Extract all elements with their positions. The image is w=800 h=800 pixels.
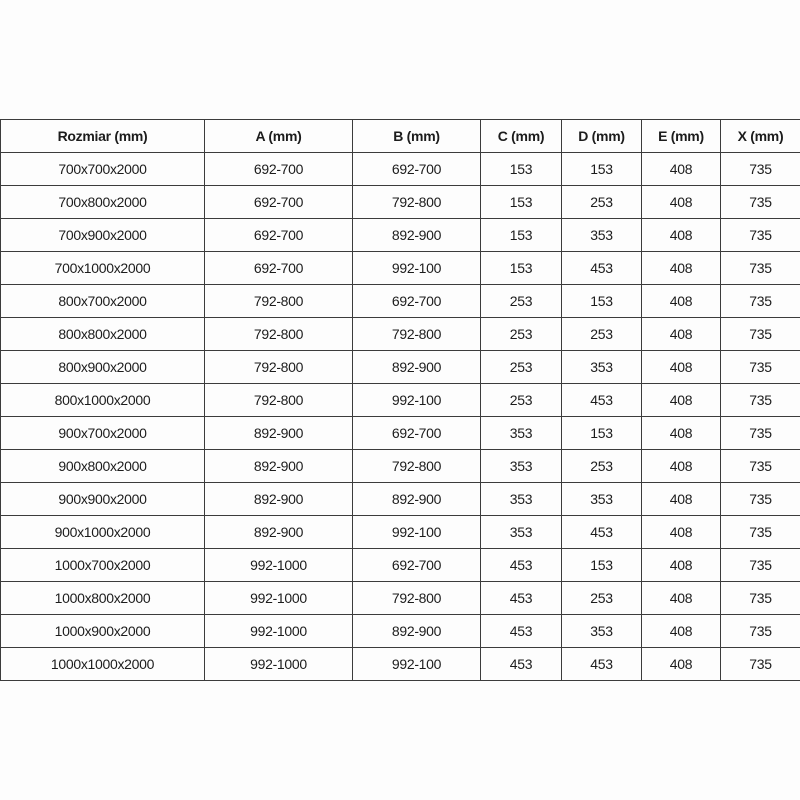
table-cell: 892-900 [205,417,353,450]
table-cell: 992-100 [353,648,481,681]
table-cell: 735 [721,285,800,318]
table-cell: 735 [721,186,800,219]
table-cell: 735 [721,318,800,351]
table-cell: 408 [642,417,721,450]
table-cell: 792-800 [205,351,353,384]
table-cell: 453 [481,582,562,615]
table-row [1,648,800,681]
table-cell: 735 [721,153,800,186]
table-cell: 692-700 [353,417,481,450]
table-cell: 408 [642,516,721,549]
table-cell: 992-1000 [205,648,353,681]
table-cell: 900x900x2000 [1,483,205,516]
table-cell: 800x700x2000 [1,285,205,318]
table-cell: 1000x700x2000 [1,549,205,582]
table-cell: 692-700 [205,252,353,285]
table-cell: 700x900x2000 [1,219,205,252]
table-cell: 253 [481,285,562,318]
table-cell: 992-1000 [205,582,353,615]
table-cell: 453 [562,516,642,549]
table-cell: 735 [721,219,800,252]
table-cell: 453 [481,549,562,582]
table-cell: 408 [642,318,721,351]
table-row [1,549,800,582]
table-cell: 408 [642,351,721,384]
table-cell: 692-700 [353,285,481,318]
table-cell: 992-1000 [205,615,353,648]
table-cell: 900x700x2000 [1,417,205,450]
table-row [1,450,800,483]
table-cell: 353 [562,219,642,252]
table-cell: 692-700 [353,549,481,582]
table-cell: 892-900 [205,516,353,549]
table-cell: 892-900 [353,615,481,648]
column-header: C (mm) [481,120,562,153]
table-cell: 353 [562,615,642,648]
table-cell: 408 [642,285,721,318]
table-cell: 353 [481,483,562,516]
table-cell: 253 [481,384,562,417]
table-cell: 800x900x2000 [1,351,205,384]
table-cell: 253 [562,450,642,483]
table-cell: 1000x900x2000 [1,615,205,648]
column-header: A (mm) [205,120,353,153]
table-cell: 900x800x2000 [1,450,205,483]
table-cell: 153 [562,417,642,450]
table-cell: 700x700x2000 [1,153,205,186]
table-row [1,318,800,351]
table-cell: 353 [562,483,642,516]
table-row [1,417,800,450]
table-cell: 453 [562,252,642,285]
table-cell: 735 [721,450,800,483]
table-cell: 253 [562,186,642,219]
table-cell: 1000x800x2000 [1,582,205,615]
table-cell: 792-800 [353,582,481,615]
table-cell: 992-1000 [205,549,353,582]
table-cell: 453 [562,384,642,417]
table-cell: 253 [562,582,642,615]
column-header: B (mm) [353,120,481,153]
table-cell: 735 [721,549,800,582]
table-cell: 692-700 [205,186,353,219]
table-cell: 692-700 [205,153,353,186]
table-cell: 992-100 [353,516,481,549]
table-cell: 800x800x2000 [1,318,205,351]
table-cell: 153 [562,549,642,582]
column-header: X (mm) [721,120,800,153]
table-cell: 408 [642,252,721,285]
table-cell: 892-900 [205,483,353,516]
table-cell: 153 [481,186,562,219]
table-row [1,285,800,318]
table-cell: 153 [481,153,562,186]
table-cell: 735 [721,252,800,285]
table-cell: 692-700 [353,153,481,186]
table-row [1,582,800,615]
table-cell: 253 [481,318,562,351]
table-cell: 453 [481,615,562,648]
table-cell: 253 [562,318,642,351]
table-cell: 408 [642,153,721,186]
table-cell: 735 [721,351,800,384]
table-cell: 700x1000x2000 [1,252,205,285]
table-cell: 792-800 [353,450,481,483]
table-cell: 353 [481,417,562,450]
table-cell: 353 [562,351,642,384]
table-cell: 735 [721,648,800,681]
table-cell: 408 [642,648,721,681]
table-row [1,153,800,186]
table-cell: 408 [642,450,721,483]
table-cell: 153 [481,219,562,252]
table-row [1,219,800,252]
table-row [1,483,800,516]
table-cell: 408 [642,615,721,648]
table-cell: 735 [721,582,800,615]
column-header: E (mm) [642,120,721,153]
table-cell: 792-800 [205,285,353,318]
table-cell: 992-100 [353,384,481,417]
table-cell: 408 [642,384,721,417]
table-cell: 900x1000x2000 [1,516,205,549]
table-cell: 892-900 [353,219,481,252]
column-header: D (mm) [562,120,642,153]
table-cell: 153 [481,252,562,285]
table-cell: 408 [642,186,721,219]
table-row [1,516,800,549]
table-cell: 792-800 [205,318,353,351]
table-row [1,615,800,648]
table-head [1,120,800,153]
table-cell: 735 [721,615,800,648]
table-cell: 408 [642,483,721,516]
table-cell: 408 [642,582,721,615]
table-row [1,252,800,285]
table-header-row [1,120,800,153]
table-cell: 892-900 [353,351,481,384]
table-cell: 892-900 [353,483,481,516]
table-cell: 892-900 [205,450,353,483]
table-cell: 735 [721,417,800,450]
table-cell: 453 [481,648,562,681]
table-cell: 253 [481,351,562,384]
table-cell: 735 [721,384,800,417]
table-cell: 353 [481,450,562,483]
table-cell: 735 [721,483,800,516]
table-cell: 453 [562,648,642,681]
table-row [1,186,800,219]
table-cell: 792-800 [353,318,481,351]
table-row [1,351,800,384]
dimensions-table [0,119,800,681]
table-cell: 792-800 [205,384,353,417]
table-body [1,153,800,681]
table-cell: 408 [642,549,721,582]
table-cell: 408 [642,219,721,252]
table-cell: 735 [721,516,800,549]
column-header: Rozmiar (mm) [1,120,205,153]
table-cell: 692-700 [205,219,353,252]
table-cell: 153 [562,153,642,186]
table-cell: 1000x1000x2000 [1,648,205,681]
table-cell: 353 [481,516,562,549]
table-cell: 800x1000x2000 [1,384,205,417]
table-cell: 700x800x2000 [1,186,205,219]
table-cell: 792-800 [353,186,481,219]
table-row [1,384,800,417]
table-cell: 153 [562,285,642,318]
table-cell: 992-100 [353,252,481,285]
